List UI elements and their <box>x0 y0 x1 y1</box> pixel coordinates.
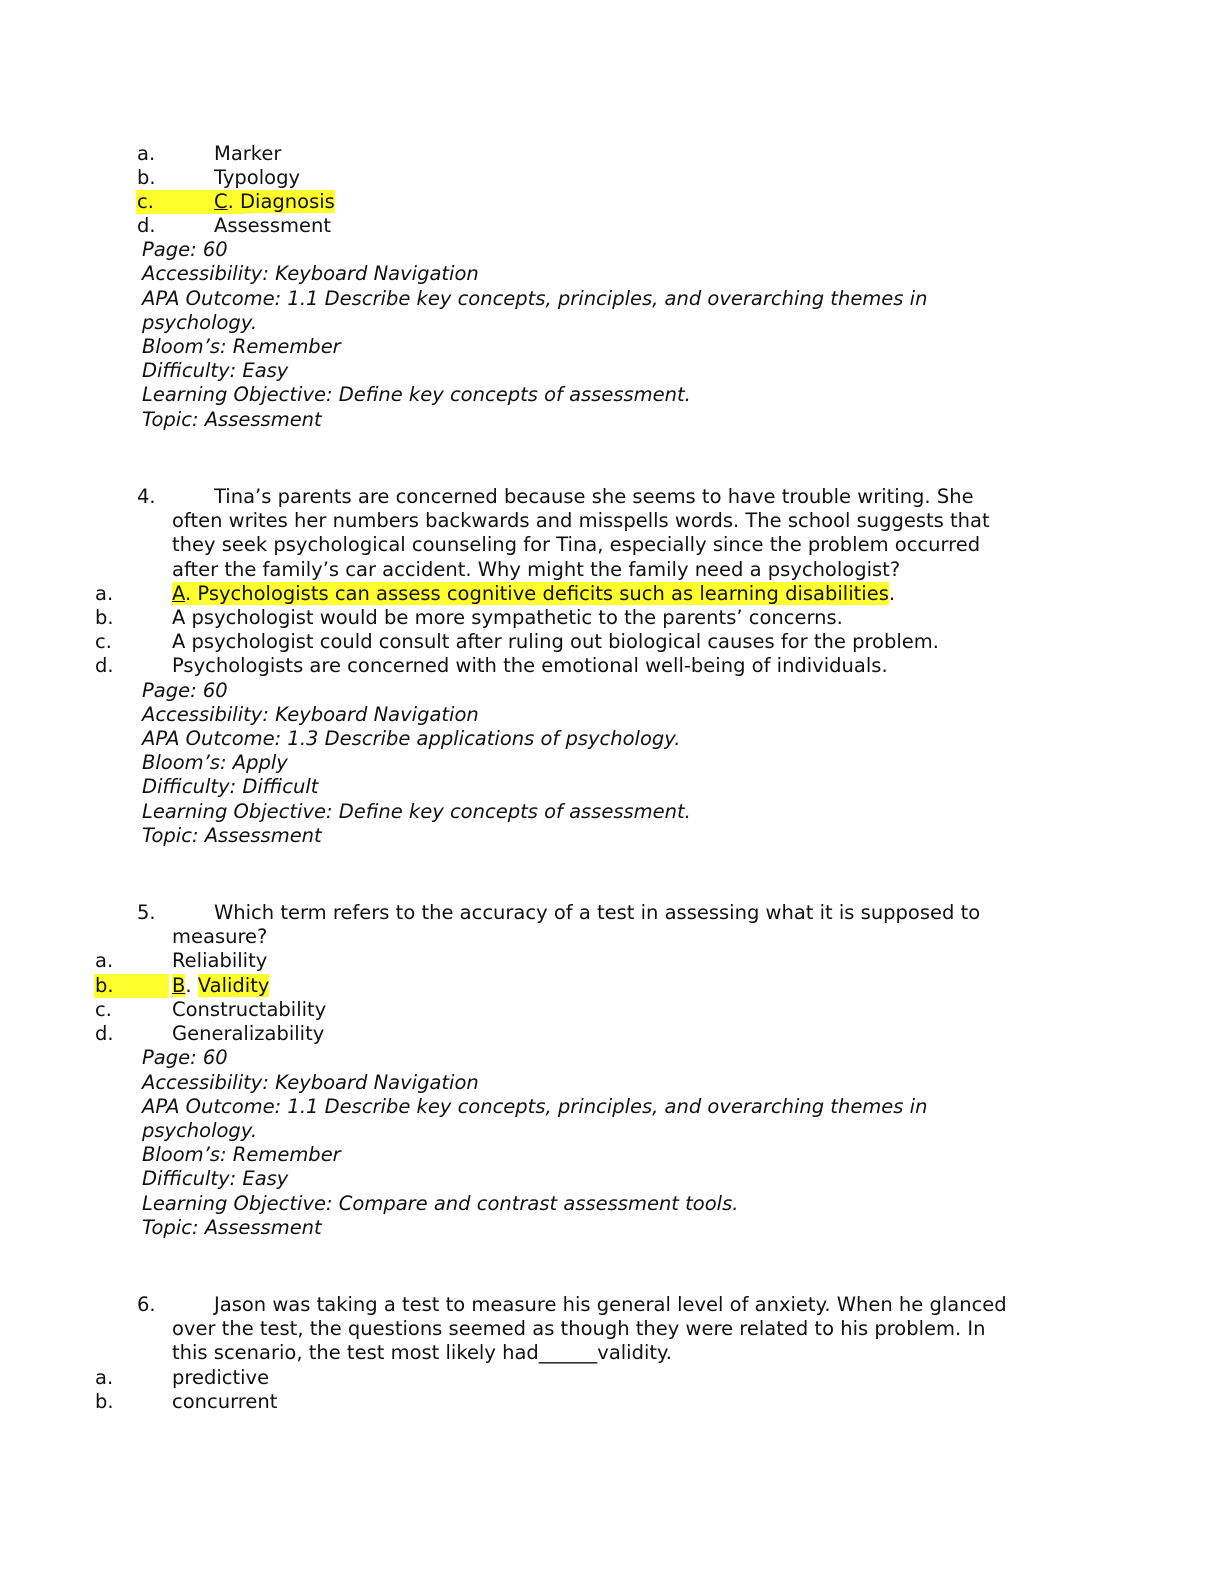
meta-difficulty: Difficulty: Easy <box>142 359 289 382</box>
meta-accessibility: Accessibility: Keyboard Navigation <box>142 1071 479 1094</box>
option-text: Constructability <box>172 998 327 1021</box>
correct-option-letter: c. <box>136 190 245 214</box>
meta-apa-outcome-cont: psychology. <box>142 311 258 334</box>
meta-difficulty: Difficulty: Difficult <box>142 775 319 798</box>
meta-page: Page: 60 <box>142 238 228 261</box>
meta-difficulty: Difficulty: Easy <box>142 1167 289 1190</box>
option-letter: c. <box>95 630 112 653</box>
correct-option <box>214 190 335 214</box>
option-text: Reliability <box>172 949 268 972</box>
meta-learning-objective: Learning Objective: Compare and contrast assessment tools. <box>142 1192 739 1215</box>
answer-key-letter: B <box>172 974 186 997</box>
meta-apa-outcome: APA Outcome: 1.1 Describe key concepts, principles, and overarching themes in <box>142 287 928 310</box>
meta-learning-objective: Learning Objective: Define key concepts of assessment. <box>142 800 691 823</box>
meta-blooms: Bloom’s: Remember <box>142 335 341 358</box>
meta-topic: Topic: Assessment <box>142 1216 322 1239</box>
question-number: 4. <box>137 485 156 508</box>
meta-topic: Topic: Assessment <box>142 408 322 431</box>
meta-blooms: Bloom’s: Remember <box>142 1143 341 1166</box>
answer-separator: . <box>227 190 241 213</box>
meta-accessibility: Accessibility: Keyboard Navigation <box>142 703 479 726</box>
option-text: A psychologist would be more sympathetic to the parents’ concerns. <box>172 606 843 629</box>
option-letter: d. <box>95 654 114 677</box>
meta-learning-objective: Learning Objective: Define key concepts of assessment. <box>142 383 691 406</box>
option-text: concurrent <box>172 1390 278 1413</box>
option-text: Typology <box>214 166 300 189</box>
question-stem-line: Jason was taking a test to measure his general level of anxiety. When he glanced <box>214 1293 1007 1316</box>
correct-option <box>172 582 895 606</box>
option-text: Assessment <box>214 214 331 237</box>
question-stem-line: measure? <box>172 925 268 948</box>
question-number: 5. <box>137 901 156 924</box>
meta-page: Page: 60 <box>142 1046 228 1069</box>
option-text: Generalizability <box>172 1022 325 1045</box>
meta-accessibility: Accessibility: Keyboard Navigation <box>142 262 479 285</box>
meta-blooms: Bloom’s: Apply <box>142 751 288 774</box>
correct-answer-text: Diagnosis <box>240 190 335 213</box>
option-text: Marker <box>214 142 282 165</box>
question-stem-line: often writes her numbers backwards and misspells words. The school suggests that <box>172 509 990 532</box>
option-letter: a. <box>95 582 114 605</box>
meta-apa-outcome-cont: psychology. <box>142 1119 258 1142</box>
option-letter: d. <box>95 1022 114 1045</box>
option-letter: b. <box>95 606 114 629</box>
option-letter: c. <box>95 998 112 1021</box>
correct-option <box>172 974 269 998</box>
option-letter: b. <box>95 1390 114 1413</box>
question-stem-line: Tina’s parents are concerned because she seems to have trouble writing. She <box>214 485 974 508</box>
meta-apa-outcome: APA Outcome: 1.1 Describe key concepts, principles, and overarching themes in <box>142 1095 928 1118</box>
question-stem-line: over the test, the questions seemed as though they were related to his problem. In <box>172 1317 986 1340</box>
question-stem-line: this scenario, the test most likely had______validity. <box>172 1341 673 1364</box>
meta-topic: Topic: Assessment <box>142 824 322 847</box>
question-stem-line: after the family’s car accident. Why might the family need a psychologist? <box>172 558 901 581</box>
correct-answer-text: Validity <box>197 974 270 997</box>
option-letter: a. <box>95 1366 114 1389</box>
answer-key-letter: C <box>214 190 228 213</box>
option-letter: d. <box>137 214 156 237</box>
option-letter: a. <box>95 949 114 972</box>
answer-separator: . <box>185 974 198 997</box>
meta-page: Page: 60 <box>142 679 228 702</box>
option-letter: a. <box>137 142 156 165</box>
question-number: 6. <box>137 1293 156 1316</box>
correct-answer-text: . Psychologists can assess cognitive deficits such as learning disabilities <box>185 582 889 605</box>
correct-option-letter: b. <box>94 974 169 998</box>
option-text: A psychologist could consult after ruling out biological causes for the problem. <box>172 630 939 653</box>
option-text: predictive <box>172 1366 270 1389</box>
option-text: Psychologists are concerned with the emotional well-being of individuals. <box>172 654 888 677</box>
question-stem-line: they seek psychological counseling for Tina, especially since the problem occurred <box>172 533 981 556</box>
answer-key-letter: A <box>172 582 185 605</box>
meta-apa-outcome: APA Outcome: 1.3 Describe applications of psychology. <box>142 727 681 750</box>
option-letter: b. <box>137 166 156 189</box>
answer-period: . <box>888 582 896 605</box>
question-stem-line: Which term refers to the accuracy of a test in assessing what it is supposed to <box>214 901 981 924</box>
